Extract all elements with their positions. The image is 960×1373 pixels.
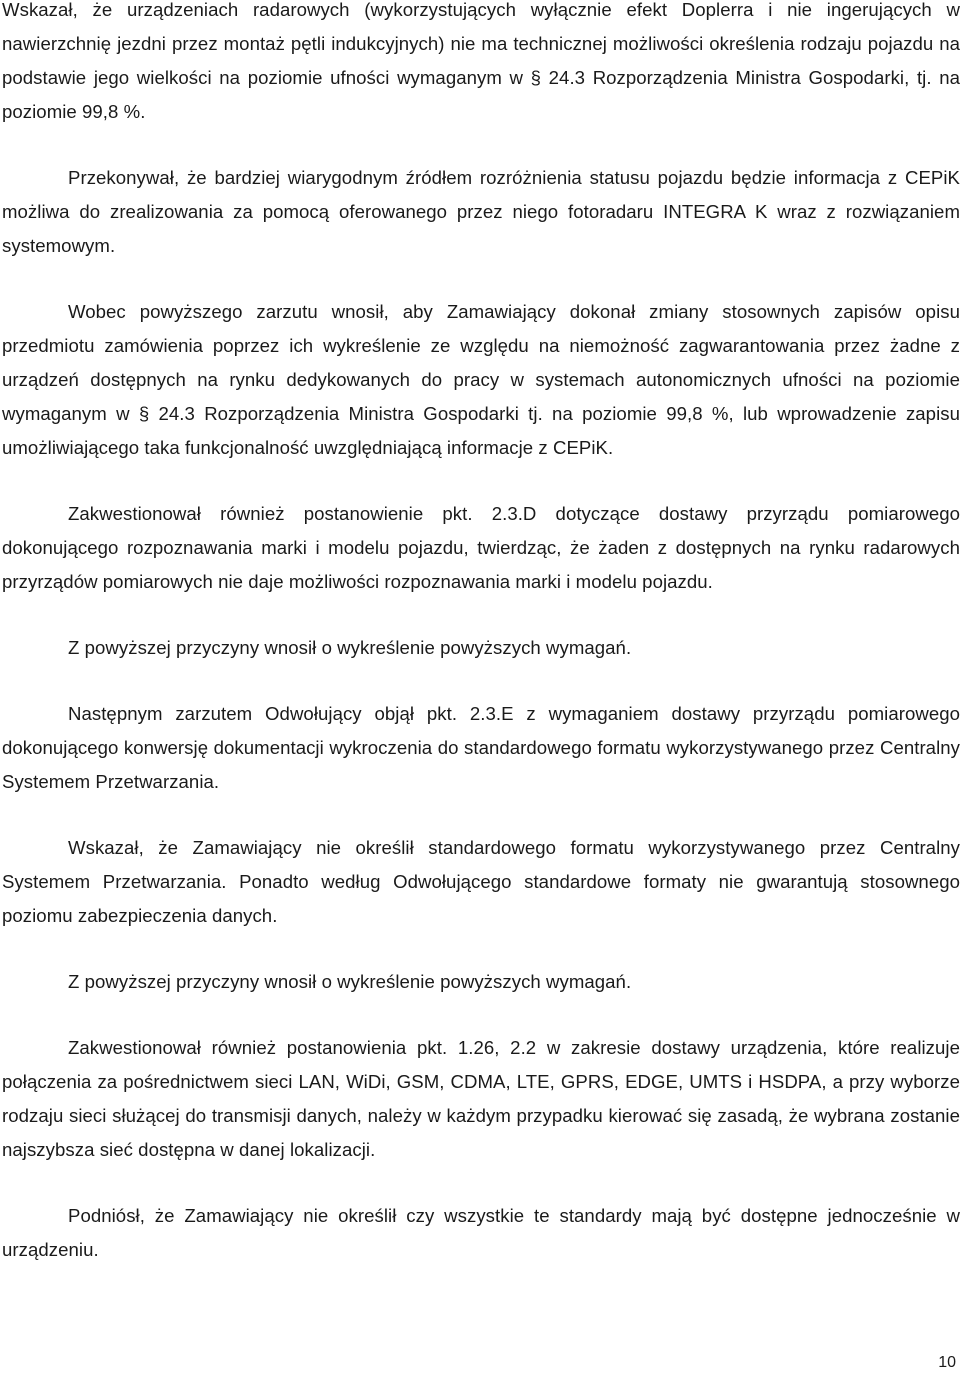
paragraph-point-2-3-d: Zakwestionował również postanowienie pkt. 2.3.D dotyczące dostawy przyrządu pomiarowego dokonującego rozpoznawania marki i modelu pojazdu, twierdząc, że żaden z dostępnych na rynku radarowych przyrządów pomiarowych nie daje możliwości rozpoznawania marki i modelu pojazdu. <box>2 503 960 592</box>
paragraph-format-unspecified: Wskazał, że Zamawiający nie określił standardowego formatu wykorzystywanego przez Centralny Systemem Przetwarzania. Ponadto według Odwołującego standardowe formaty nie gwarantują stosownego poziomu zabezpieczenia danych. <box>2 837 960 926</box>
page-number: 10 <box>938 1354 956 1371</box>
paragraph-cepik-source: Przekonywał, że bardziej wiarygodnym źródłem rozróżnienia statusu pojazdu będzie informacja z CEPiK możliwa do zrealizowania za pomocą oferowanego przez niego fotoradaru INTEGRA K wraz z rozwiązaniem systemowym. <box>2 167 960 256</box>
paragraph-point-2-3-e: Następnym zarzutem Odwołujący objął pkt. 2.3.E z wymaganiem dostawy przyrządu pomiarowego dokonującego konwersję dokumentacji wykroczenia do standardowego formatu wykorzystywanego przez Centralny Systemem Przetwarzania. <box>2 703 960 792</box>
paragraph-radar-classification: Wskazał, że urządzeniach radarowych (wykorzystujących wyłącznie efekt Doplerra i nie ingerujących w nawierzchnię jezdni przez montaż pętli indukcyjnych) nie ma technicznej możliwości określenia rodzaju pojazdu na podstawie jego wielkości na poziomie ufności wymaganym w § 24.3 Rozporządzenia Ministra Gospodarki, tj. na poziomie 99,8 %. <box>2 0 960 122</box>
paragraph-network-connections: Zakwestionował również postanowienia pkt. 1.26, 2.2 w zakresie dostawy urządzenia, które realizuje połączenia za pośrednictwem sieci LAN, WiDi, GSM, CDMA, LTE, GPRS, EDGE, UMTS i HSDPA, a przy wyborze rodzaju sieci służącej do transmisji danych, należy w każdym przypadku kierować się zasadą, że wybrana zostanie najszybsza sieć dostępna w danej lokalizacji. <box>2 1037 960 1160</box>
paragraph-request-deletion-2: Z powyższej przyczyny wnosił o wykreślenie powyższych wymagań. <box>68 971 632 992</box>
document-page <box>2 0 960 1299</box>
paragraph-request-deletion-1: Z powyższej przyczyny wnosił o wykreślenie powyższych wymagań. <box>68 637 632 658</box>
paragraph-standards-availability: Podniósł, że Zamawiający nie określił czy wszystkie te standardy mają być dostępne jednocześnie w urządzeniu. <box>2 1205 960 1260</box>
paragraph-request-change: Wobec powyższego zarzutu wnosił, aby Zamawiający dokonał zmiany stosownych zapisów opisu przedmiotu zamówienia poprzez ich wykreślenie ze względu na niemożność zagwarantowania przez żadne z urządzeń dostępnych na rynku dedykowanych do pracy w systemach autonomicznych ufności na poziomie wymaganym w § 24.3 Rozporządzenia Ministra Gospodarki tj. na poziomie 99,8 %, lub wprowadzenie zapisu umożliwiającego taka funkcjonalność uwzględniającą informacje z CEPiK. <box>2 301 960 458</box>
